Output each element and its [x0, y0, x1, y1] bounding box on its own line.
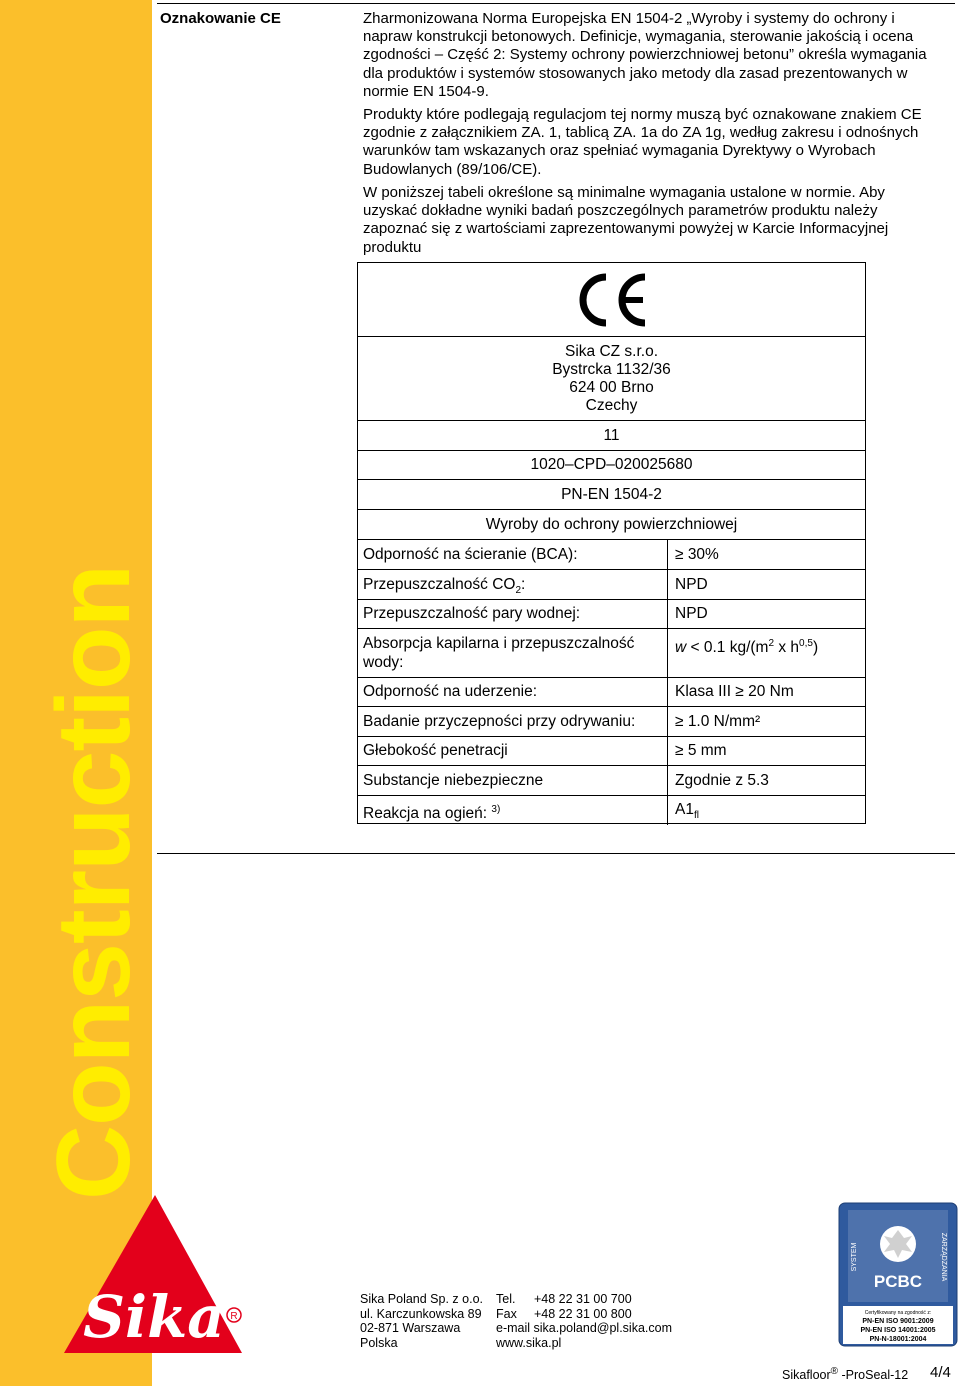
svg-text:PN-N-18001:2004: PN-N-18001:2004 [869, 1336, 927, 1343]
section-rule [157, 853, 955, 854]
property-vapour: Przepuszczalność pary wodnej: [363, 605, 581, 622]
svg-text:R: R [230, 1311, 238, 1322]
property-impact: Odporność na uderzenie: [363, 683, 538, 700]
ce-marking-table [357, 262, 866, 824]
company-country: Czechy [585, 397, 638, 414]
property-hazardous: Substancje niebezpieczne [363, 772, 544, 789]
value-vapour: NPD [675, 605, 708, 622]
ce-certificate: 1020–CPD–020025680 [530, 456, 693, 473]
footer-contact: Tel. Fax +48 22 31 00 700 +48 22 31 00 800 e-mail sika.poland@pl.sika.com www.sika.pl [496, 1292, 672, 1350]
value-abrasion: ≥ 30% [675, 546, 719, 563]
svg-text:Certyfikowany na zgodność z:: Certyfikowany na zgodność z: [864, 1310, 932, 1316]
svg-text:PN-EN ISO 9001:2009: PN-EN ISO 9001:2009 [862, 1318, 934, 1325]
value-fire: $A1_{fl}$ [675, 801, 699, 822]
section-label: Oznakowanie CE [160, 10, 281, 27]
paragraph-marking: Produkty które podlegają regulacjom tej normy muszą być oznakowane znakiem CE zgodnie z załącznikiem ZA. 1, tablicą ZA. 1a do ZA 1g, według zakresu i odnośnych warunków tam wskazanych oraz spełniać wymagania Dyrektywy o Wyrobach Budowlanych (89/106/CE). [363, 106, 922, 178]
company-city: 624 00 Brno [569, 379, 654, 396]
property-penetration: Głebokość penetracji [363, 742, 508, 759]
value-impact: Klasa III ≥ 20 Nm [675, 683, 794, 700]
value-absorption: w < 0.1 $kg/(m^2$ x $h^{0,5}$) [675, 638, 819, 657]
company-name: Sika CZ s.r.o. [564, 343, 659, 360]
footer-address: Sika Poland Sp. z o.o. ul. Karczunkowska 89 02-871 Warszawa Polska [360, 1292, 483, 1350]
property-fire: Reakcja na ogień: $^{3)}$ [363, 804, 501, 823]
ce-mark-icon [575, 271, 649, 329]
sika-logo [62, 1195, 252, 1355]
footer-email[interactable]: sika.poland@pl.sika.com [533, 1321, 672, 1335]
value-penetration: ≥ 5 mm [675, 742, 727, 759]
ce-standard: PN-EN 1504-2 [561, 486, 662, 503]
ce-product-use: Wyroby do ochrony powierzchniowej [485, 516, 738, 533]
footer-website[interactable]: www.sika.pl [496, 1335, 562, 1350]
value-adhesion: ≥ 1.0 N/mm² [675, 713, 761, 730]
construction-word: Construction [36, 564, 152, 1200]
value-hazardous: Zgodnie z 5.3 [675, 772, 769, 789]
top-rule [157, 3, 955, 4]
yellow-sidebar [0, 0, 152, 1386]
product-name-footer: Sikafloor® -ProSeal-12 [782, 1366, 909, 1383]
sika-logo-text: Sika [83, 1283, 225, 1351]
svg-text:PN-EN ISO 14001:2005: PN-EN ISO 14001:2005 [860, 1327, 936, 1334]
pcbc-certificate-badge [838, 1202, 958, 1347]
svg-text:ZARZĄDZANIA: ZARZĄDZANIA [940, 1232, 947, 1282]
company-street: Bystrcka 1132/36 [552, 361, 671, 378]
property-absorption: Absorpcja kapilarna i przepuszczalność wody: [363, 635, 635, 671]
property-co2: Przepuszczalność $CO_2$: [363, 576, 526, 597]
page-number: 4/4 [930, 1364, 951, 1381]
svg-text:SYSTEM: SYSTEM [851, 1242, 858, 1272]
paragraph-requirements: W poniższej tabeli określone są minimalne wymagania ustalone w normie. Aby uzyskać dokładne wyniki badań poszczególnych parametrów produktu należy zapoznać się z wartościami zaprezentowanymi powyżej w Karcie Informacyjnej produktu [363, 184, 889, 256]
property-adhesion: Badanie przyczepności przy odrywaniu: [363, 713, 636, 730]
svg-text:PCBC: PCBC [873, 1272, 923, 1291]
paragraph-standard: Zharmonizowana Norma Europejska EN 1504-2 „Wyroby i systemy do ochrony i napraw konstrukcji betonowych. Definicje, wymagania, sterowanie jakością i ocena zgodności – Część 2: Systemy ochrony powierzchniowej betonu” określa wymagania dla produktów i systemów stosowanych jako metody dla zasad prezentowanych w normie EN 1504-9. [363, 10, 927, 100]
property-abrasion: Odporność na ścieranie (BCA): [363, 546, 578, 563]
value-co2: NPD [675, 576, 708, 593]
ce-year: 11 [603, 427, 620, 444]
